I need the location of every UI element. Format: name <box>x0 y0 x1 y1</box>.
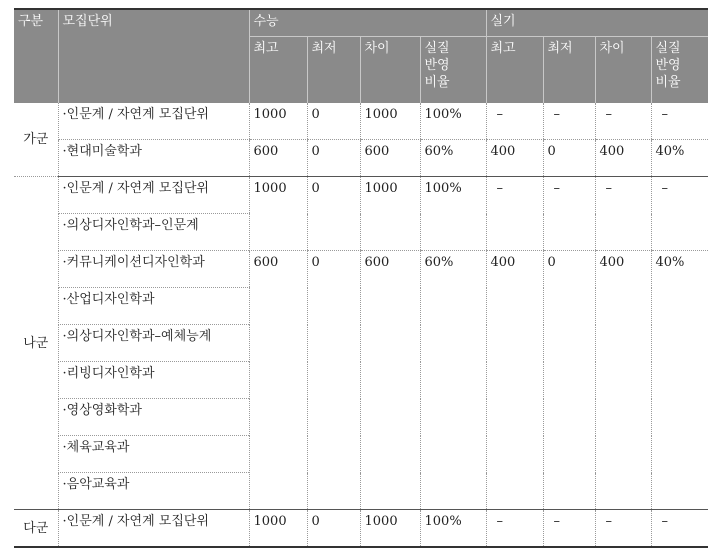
suneung-max: 600 <box>249 140 307 177</box>
silgi-ratio: 40% <box>651 251 708 510</box>
silgi-min: 0 <box>543 251 595 510</box>
unit-name: ·현대미술학과 <box>58 140 249 177</box>
silgi-ratio: – <box>651 510 708 548</box>
table-row <box>14 177 708 214</box>
header-suneung-min: 최저 <box>307 37 360 104</box>
header-silgi-ratio: 실질 반영 비율 <box>651 37 708 104</box>
suneung-ratio: 100% <box>420 510 486 548</box>
silgi-max: 400 <box>486 251 543 510</box>
unit-name: ·커뮤니케이션디자인학과 <box>58 251 249 288</box>
suneung-min: 0 <box>307 251 360 510</box>
suneung-min: 0 <box>307 177 360 251</box>
unit-name: ·인문계 / 자연계 모집단위 <box>58 177 249 214</box>
silgi-diff: 400 <box>595 251 651 510</box>
header-suneung-ratio: 실질 반영 비율 <box>420 37 486 104</box>
unit-name: ·산업디자인학과 <box>58 288 249 325</box>
unit-name: ·의상디자인학과–인문계 <box>58 214 249 251</box>
header-suneung: 수능 <box>249 9 486 37</box>
header-gubun: 구분 <box>14 9 58 103</box>
unit-name: ·체육교육과 <box>58 436 249 473</box>
group-label: 가군 <box>14 103 58 177</box>
silgi-min: – <box>543 177 595 251</box>
silgi-min: 0 <box>543 140 595 177</box>
header-silgi-diff: 차이 <box>595 37 651 104</box>
silgi-diff: – <box>595 177 651 251</box>
suneung-ratio: 100% <box>420 177 486 251</box>
header-silgi: 실기 <box>486 9 708 37</box>
suneung-ratio: 60% <box>420 251 486 510</box>
header-silgi-max: 최고 <box>486 37 543 104</box>
unit-name: ·영상영화학과 <box>58 399 249 436</box>
silgi-max: – <box>486 103 543 140</box>
unit-name: ·인문계 / 자연계 모집단위 <box>58 510 249 548</box>
silgi-diff: – <box>595 103 651 140</box>
suneung-max: 1000 <box>249 510 307 548</box>
silgi-max: – <box>486 510 543 548</box>
group-label: 나군 <box>14 177 58 510</box>
suneung-max: 600 <box>249 251 307 510</box>
unit-name: ·인문계 / 자연계 모집단위 <box>58 103 249 140</box>
header-suneung-max: 최고 <box>249 37 307 104</box>
header-suneung-diff: 차이 <box>360 37 420 104</box>
table-row <box>14 103 708 140</box>
header-silgi-min: 최저 <box>543 37 595 104</box>
silgi-ratio: 40% <box>651 140 708 177</box>
silgi-ratio: – <box>651 103 708 140</box>
suneung-ratio: 100% <box>420 103 486 140</box>
table-row <box>14 140 708 177</box>
suneung-diff: 600 <box>360 251 420 510</box>
silgi-diff: – <box>595 510 651 548</box>
suneung-min: 0 <box>307 140 360 177</box>
header-unit: 모집단위 <box>58 9 249 103</box>
suneung-max: 1000 <box>249 103 307 140</box>
silgi-diff: 400 <box>595 140 651 177</box>
unit-name: ·리빙디자인학과 <box>58 362 249 399</box>
group-label: 다군 <box>14 510 58 548</box>
silgi-max: – <box>486 177 543 251</box>
suneung-ratio: 60% <box>420 140 486 177</box>
suneung-min: 0 <box>307 510 360 548</box>
suneung-diff: 1000 <box>360 177 420 251</box>
suneung-max: 1000 <box>249 177 307 251</box>
suneung-diff: 1000 <box>360 103 420 140</box>
silgi-min: – <box>543 510 595 548</box>
table-row <box>14 251 708 288</box>
suneung-min: 0 <box>307 103 360 140</box>
unit-name: ·의상디자인학과–예체능계 <box>58 325 249 362</box>
silgi-ratio: – <box>651 177 708 251</box>
suneung-diff: 600 <box>360 140 420 177</box>
score-table <box>14 8 708 548</box>
unit-name: ·음악교육과 <box>58 473 249 510</box>
silgi-min: – <box>543 103 595 140</box>
silgi-max: 400 <box>486 140 543 177</box>
suneung-diff: 1000 <box>360 510 420 548</box>
table-row <box>14 510 708 548</box>
